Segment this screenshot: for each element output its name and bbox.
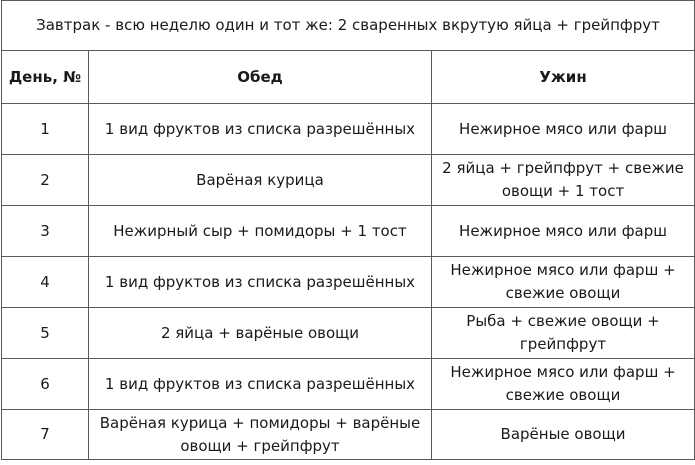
dinner-cell: Нежирное мясо или фарш + свежие овощи <box>432 359 695 410</box>
header-dinner: Ужин <box>432 51 695 104</box>
caption-row <box>2 1 695 51</box>
day-cell: 5 <box>2 308 89 359</box>
header-day: День, № <box>2 51 89 104</box>
day-cell: 3 <box>2 206 89 257</box>
table-row <box>2 359 695 410</box>
table-row <box>2 206 695 257</box>
table-row <box>2 104 695 155</box>
table-row <box>2 257 695 308</box>
table-row <box>2 410 695 460</box>
lunch-cell: Варёная курица <box>89 155 432 206</box>
lunch-cell: Нежирный сыр + помидоры + 1 тост <box>89 206 432 257</box>
table-row <box>2 155 695 206</box>
dinner-cell: Нежирное мясо или фарш + свежие овощи <box>432 257 695 308</box>
dinner-cell: 2 яйца + грейпфрут + свежие овощи + 1 тост <box>432 155 695 206</box>
dinner-cell: Нежирное мясо или фарш <box>432 104 695 155</box>
lunch-cell: 2 яйца + варёные овощи <box>89 308 432 359</box>
day-cell: 1 <box>2 104 89 155</box>
dinner-cell: Варёные овощи <box>432 410 695 460</box>
day-cell: 7 <box>2 410 89 460</box>
lunch-cell: 1 вид фруктов из списка разрешённых <box>89 257 432 308</box>
breakfast-caption: Завтрак - всю неделю один и тот же: 2 сваренных вкрутую яйца + грейпфрут <box>2 1 695 51</box>
diet-table <box>1 0 695 460</box>
lunch-cell: 1 вид фруктов из списка разрешённых <box>89 104 432 155</box>
dinner-cell: Рыба + свежие овощи + грейпфрут <box>432 308 695 359</box>
header-lunch: Обед <box>89 51 432 104</box>
table-row <box>2 308 695 359</box>
day-cell: 6 <box>2 359 89 410</box>
lunch-cell: 1 вид фруктов из списка разрешённых <box>89 359 432 410</box>
header-row <box>2 51 695 104</box>
dinner-cell: Нежирное мясо или фарш <box>432 206 695 257</box>
day-cell: 2 <box>2 155 89 206</box>
lunch-cell: Варёная курица + помидоры + варёные овощи + грейпфрут <box>89 410 432 460</box>
day-cell: 4 <box>2 257 89 308</box>
